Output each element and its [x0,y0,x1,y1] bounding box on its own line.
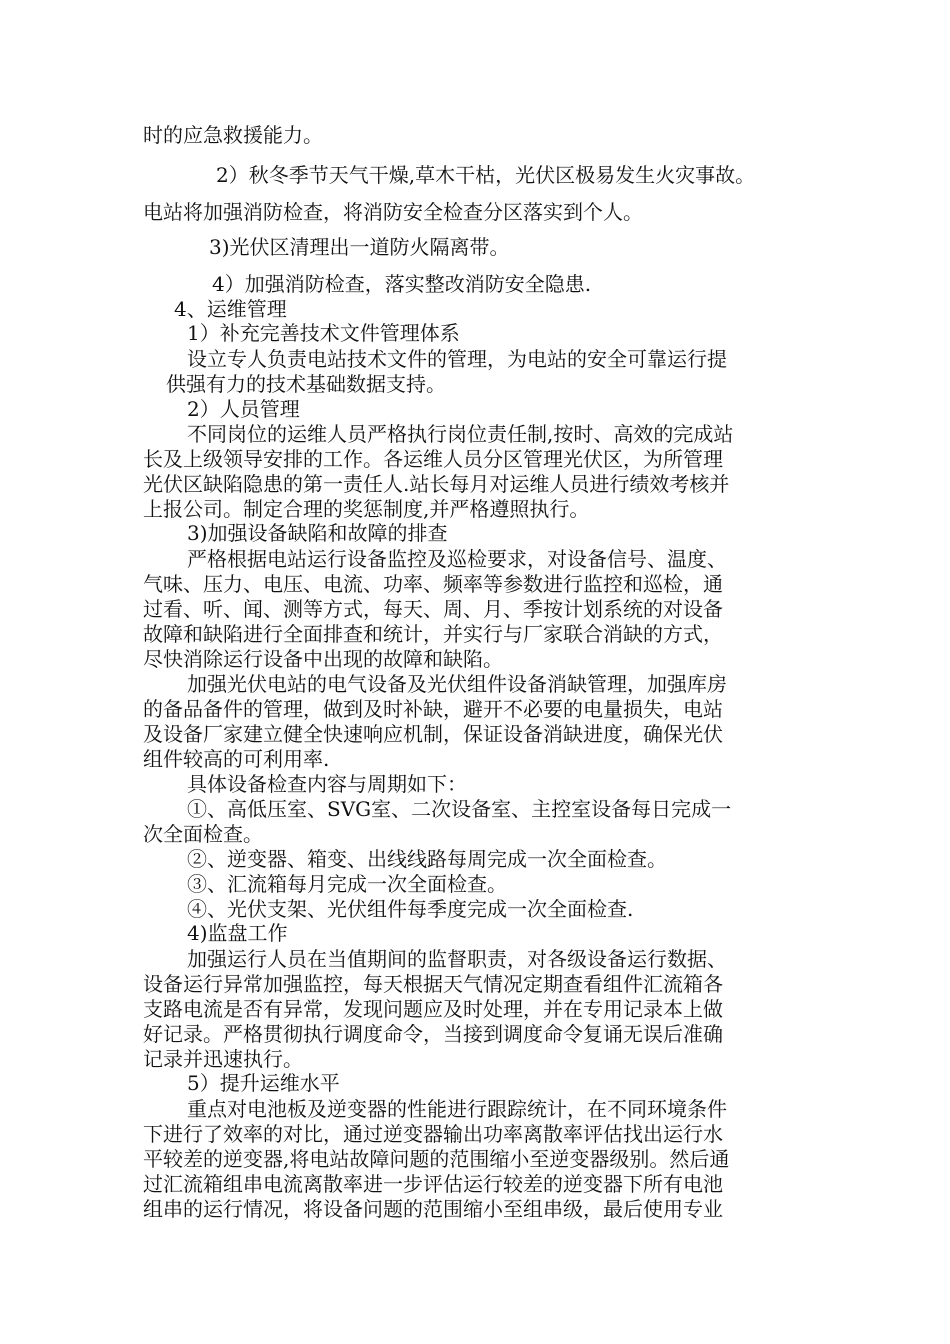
subsection-title: 2）人员管理 [187,397,300,421]
list-item: ②、逆变器、箱变、出线线路每周完成一次全面检查。 [187,847,667,871]
paragraph-line: 记录并迅速执行。 [143,1047,303,1071]
paragraph-line: 好记录。严格贯彻执行调度命令，当接到调度命令复诵无误后准确 [143,1022,723,1046]
list-item: ④、光伏支架、光伏组件每季度完成一次全面检查. [187,897,634,921]
paragraph-line: 组串的运行情况，将设备问题的范围缩小至组串级，最后使用专业 [143,1197,723,1221]
list-item-3: 3)光伏区清理出一道防火隔离带。 [209,235,510,259]
subsection-title: 4)监盘工作 [187,921,288,945]
paragraph-line: 气味、压力、电压、电流、功率、频率等参数进行监控和巡检，通 [143,572,723,596]
subsection-title: 1）补充完善技术文件管理体系 [187,321,460,345]
paragraph-line: 具体设备检查内容与周期如下： [187,772,467,796]
paragraph-line: 的备品备件的管理，做到及时补缺，避开不必要的电量损失，电站 [143,697,723,721]
paragraph-line: 过看、听、闻、测等方式，每天、周、月、季按计划系统的对设备 [143,597,723,621]
paragraph-line: 加强运行人员在当值期间的监督职责，对各级设备运行数据、 [187,947,727,971]
paragraph-line: 光伏区缺陷隐患的第一责任人.站长每月对运维人员进行绩效考核并 [143,472,730,496]
section-heading: 4、运维管理 [174,297,287,321]
paragraph-line: 严格根据电站运行设备监控及巡检要求，对设备信号、温度、 [187,547,727,571]
paragraph-line: 尽快消除运行设备中出现的故障和缺陷。 [143,647,503,671]
list-item: ③、汇流箱每月完成一次全面检查。 [187,872,507,896]
list-item-continuation: 次全面检查。 [143,822,263,846]
subsection-title: 5）提升运维水平 [187,1071,340,1095]
intro-line: 时的应急救援能力。 [143,123,323,147]
list-item-2-continuation: 电站将加强消防检查，将消防安全检查分区落实到个人。 [143,200,643,224]
paragraph-line: 下进行了效率的对比，通过逆变器输出功率离散率评估找出运行水 [143,1122,723,1146]
paragraph-line: 及设备厂家建立健全快速响应机制，保证设备消缺进度，确保光伏 [143,722,723,746]
list-item-4: 4）加强消防检查，落实整改消防安全隐患. [212,272,592,296]
list-item-2: 2）秋冬季节天气干燥,草木干枯，光伏区极易发生火灾事故。 [216,163,756,187]
paragraph-line: 故障和缺陷进行全面排查和统计，并实行与厂家联合消缺的方式， [143,622,723,646]
paragraph-line: 平较差的逆变器,将电站故障问题的范围缩小至逆变器级别。然后通 [143,1147,730,1171]
paragraph-line: 设立专人负责电站技术文件的管理，为电站的安全可靠运行提 [187,347,727,371]
paragraph-line: 重点对电池板及逆变器的性能进行跟踪统计，在不同环境条件 [187,1097,727,1121]
paragraph-line: 上报公司。制定合理的奖惩制度,并严格遵照执行。 [143,497,590,521]
subsection-title: 3)加强设备缺陷和故障的排查 [187,521,448,545]
paragraph-line: 组件较高的可利用率. [143,747,330,771]
paragraph-line: 不同岗位的运维人员严格执行岗位责任制,按时、高效的完成站 [187,422,734,446]
list-item: ①、高低压室、SVG室、二次设备室、主控室设备每日完成一 [187,797,732,821]
paragraph-line: 支路电流是否有异常，发现问题应及时处理，并在专用记录本上做 [143,997,723,1021]
paragraph-line: 设备运行异常加强监控，每天根据天气情况定期查看组件汇流箱各 [143,972,723,996]
paragraph-line: 过汇流箱组串电流离散率进一步评估运行较差的逆变器下所有电池 [143,1172,723,1196]
paragraph-line: 供强有力的技术基础数据支持。 [166,372,446,396]
paragraph-line: 加强光伏电站的电气设备及光伏组件设备消缺管理，加强库房 [187,672,727,696]
paragraph-line: 长及上级领导安排的工作。各运维人员分区管理光伏区，为所管理 [143,447,723,471]
